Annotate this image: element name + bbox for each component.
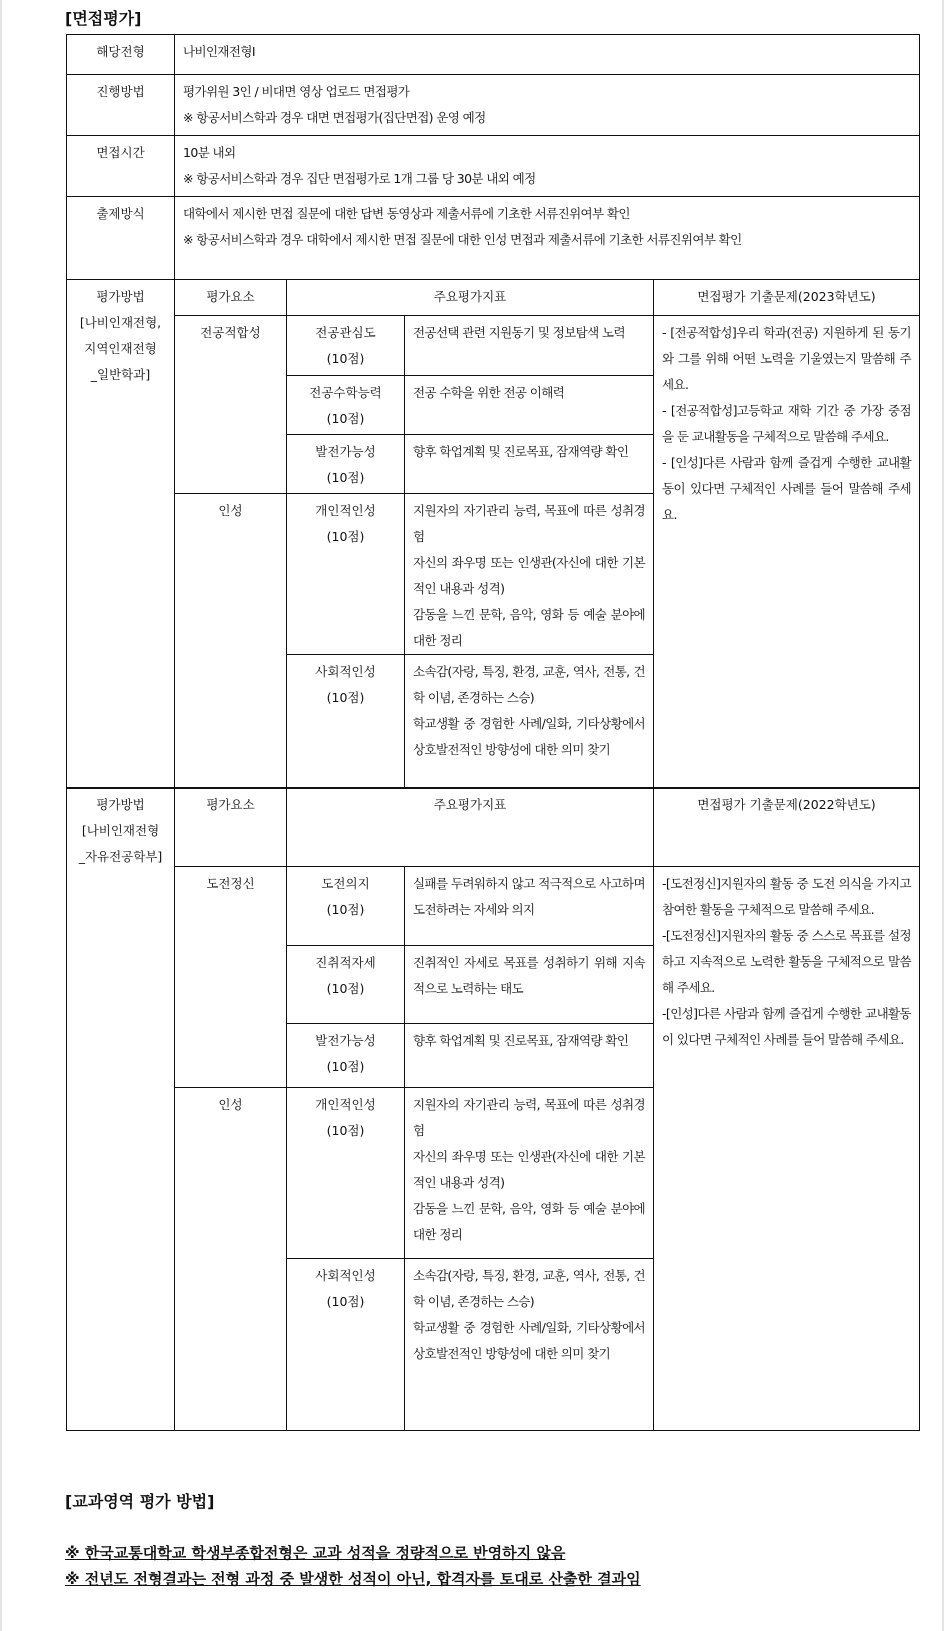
criteria-row xyxy=(67,316,920,376)
evaluation-method xyxy=(67,788,175,1431)
description-line: 자신의 좌우명 또는 인생관(자신에 대한 기본적인 내용과 성격) xyxy=(413,1149,646,1190)
criterion-name: 전공수학능력 xyxy=(309,385,382,400)
criterion-name: 사회적인성 xyxy=(315,1268,376,1283)
info-value xyxy=(175,136,920,197)
header-row xyxy=(67,788,920,867)
header-row xyxy=(67,280,920,316)
criterion-points: (10점) xyxy=(326,981,365,996)
note-2: ※ 전년도 전형결과는 전형 과정 중 발생한 성적이 아닌, 합격자를 토대로 산출한 결과임 xyxy=(65,1570,641,1588)
method-line: 평가방법 xyxy=(96,797,145,812)
method-line: [나비인재전형 xyxy=(81,823,160,838)
criterion-description xyxy=(405,946,654,1024)
info-row xyxy=(67,75,920,136)
header-indicator: 주요평가지표 xyxy=(287,280,654,316)
description-line: 지원자의 자기관리 능력, 목표에 따른 성취경험 xyxy=(413,503,646,544)
note-1: ※ 한국교통대학교 학생부종합전형은 교과 성적을 정량적으로 반영하지 않음 xyxy=(65,1544,566,1562)
criterion xyxy=(287,316,405,376)
criterion xyxy=(287,655,405,789)
info-value xyxy=(175,197,920,280)
question-item: -[도전정신]지원자의 활동 중 도전 의식을 가지고 참여한 활동을 구체적으로 말씀해 주세요. xyxy=(662,876,911,917)
evaluation-method xyxy=(67,280,175,789)
info-line: 대학에서 제시한 면접 질문에 대한 답변 동영상과 제출서류에 기초한 서류진위여부 확인 xyxy=(183,206,630,221)
question-item: - [전공적합성]고등학교 재학 기간 중 가장 중점을 둔 교내활동을 구체적으로 말씀해 주세요. xyxy=(662,403,911,444)
section-title-subject: [교과영역 평가 방법] xyxy=(65,1492,215,1511)
criterion-name: 발전가능성 xyxy=(315,444,376,459)
criterion-points: (10점) xyxy=(326,470,365,485)
criterion-description xyxy=(405,1259,654,1431)
info-label: 진행방법 xyxy=(67,75,175,136)
info-row xyxy=(67,35,920,75)
info-line: ※ 항공서비스학과 경우 대학에서 제시한 면접 질문에 대한 인성 면접과 제출서류에 기초한 서류진위여부 확인 xyxy=(183,232,742,247)
description-line: 감동을 느낀 문학, 음악, 영화 등 예술 분야에 대한 정리 xyxy=(413,607,646,648)
criterion-description xyxy=(405,1024,654,1088)
question-item: -[인성]다른 사람과 함께 즐겁게 수행한 교내활동이 있다면 구체적인 사례를 들어 말씀해 주세요. xyxy=(662,1006,911,1047)
criterion-points: (10점) xyxy=(326,902,365,917)
criterion-description xyxy=(405,494,654,655)
info-row xyxy=(67,136,920,197)
element-name: 인성 xyxy=(175,1088,287,1431)
criterion xyxy=(287,1024,405,1088)
criterion-points: (10점) xyxy=(326,1123,365,1138)
info-table xyxy=(66,34,920,280)
description-line: 향후 학업계획 및 진로목표, 잠재역량 확인 xyxy=(413,1033,629,1048)
question-item: - [인성]다른 사람과 함께 즐겁게 수행한 교내활동이 있다면 구체적인 사례를 들어 말씀해 주세요. xyxy=(662,455,911,522)
criterion-points: (10점) xyxy=(326,1294,365,1309)
criterion xyxy=(287,435,405,494)
criterion-points: (10점) xyxy=(326,411,365,426)
method-line: [나비인재전형, xyxy=(79,315,162,330)
description-line: 진취적인 자세로 목표를 성취하기 위해 지속적으로 노력하는 태도 xyxy=(413,955,646,996)
criterion-points: (10점) xyxy=(326,529,365,544)
criterion xyxy=(287,946,405,1024)
criterion-name: 도전의지 xyxy=(321,876,370,891)
question-item: -[도전정신]지원자의 활동 중 스스로 목표를 설정하고 지속적으로 노력한 활동을 구체적으로 말씀해 주세요. xyxy=(662,928,911,995)
criterion-name: 전공관심도 xyxy=(315,325,376,340)
description-line: 향후 학업계획 및 진로목표, 잠재역량 확인 xyxy=(413,444,629,459)
criterion-description xyxy=(405,867,654,946)
info-line: 평가위원 3인 / 비대면 영상 업로드 면접평가 xyxy=(183,84,410,99)
method-line: _자유전공학부] xyxy=(78,849,163,864)
criterion-description xyxy=(405,376,654,435)
criterion-points: (10점) xyxy=(326,351,365,366)
header-questions: 면접평가 기출문제(2023학년도) xyxy=(654,280,920,316)
evaluation-table-2022 xyxy=(66,787,920,1431)
info-line: 10분 내외 xyxy=(183,145,236,160)
evaluation-table-2023 xyxy=(66,279,920,789)
criterion-description xyxy=(405,655,654,789)
method-line: 평가방법 xyxy=(96,289,145,304)
info-label: 해당전형 xyxy=(67,35,175,75)
section-title-interview: [면접평가] xyxy=(65,9,142,28)
description-line: 소속감(자랑, 특징, 환경, 교훈, 역사, 전통, 건학 이념, 존경하는 스승) xyxy=(413,1268,646,1309)
info-value xyxy=(175,35,920,75)
element-name: 인성 xyxy=(175,494,287,789)
header-indicator: 주요평가지표 xyxy=(287,788,654,867)
criterion-description xyxy=(405,435,654,494)
criterion-name: 발전가능성 xyxy=(315,1033,376,1048)
criterion-name: 진취적자세 xyxy=(315,955,376,970)
past-questions xyxy=(654,867,920,1431)
info-value xyxy=(175,75,920,136)
criterion-name: 사회적인성 xyxy=(315,664,376,679)
description-line: 전공 수학을 위한 전공 이해력 xyxy=(413,385,565,400)
description-line: 학교생활 중 경험한 사례/일화, 기타상황에서 상호발전적인 방향성에 대한 의미 찾기 xyxy=(413,1320,646,1361)
description-line: 실패를 두려워하지 않고 적극적으로 사고하며 도전하려는 자세와 의지 xyxy=(413,876,646,917)
element-name: 도전정신 xyxy=(175,867,287,1088)
info-line: ※ 항공서비스학과 경우 집단 면접평가로 1개 그룹 당 30분 내외 예정 xyxy=(183,171,536,186)
criterion-description xyxy=(405,316,654,376)
description-line: 전공선택 관련 지원동기 및 정보탐색 노력 xyxy=(413,325,625,340)
info-line: ※ 항공서비스학과 경우 대면 면접평가(집단면접) 운영 예정 xyxy=(183,110,486,125)
header-questions: 면접평가 기출문제(2022학년도) xyxy=(654,788,920,867)
description-line: 감동을 느낀 문학, 음악, 영화 등 예술 분야에 대한 정리 xyxy=(413,1201,646,1242)
info-line: 나비인재전형Ⅰ xyxy=(183,44,255,59)
criterion xyxy=(287,867,405,946)
header-element: 평가요소 xyxy=(175,280,287,316)
criterion-name: 개인적인성 xyxy=(315,1097,376,1112)
info-row xyxy=(67,197,920,280)
past-questions xyxy=(654,316,920,789)
description-line: 자신의 좌우명 또는 인생관(자신에 대한 기본적인 내용과 성격) xyxy=(413,555,646,596)
criterion-points: (10점) xyxy=(326,1059,365,1074)
description-line: 지원자의 자기관리 능력, 목표에 따른 성취경험 xyxy=(413,1097,646,1138)
criterion xyxy=(287,494,405,655)
criterion-description xyxy=(405,1088,654,1259)
info-label: 출제방식 xyxy=(67,197,175,280)
question-item: - [전공적합성]우리 학과(전공) 지원하게 된 동기와 그를 위해 어떤 노력을 기울였는지 말씀해 주세요. xyxy=(662,325,911,392)
method-line: _일반학과] xyxy=(90,367,151,382)
criterion-name: 개인적인성 xyxy=(315,503,376,518)
info-label: 면접시간 xyxy=(67,136,175,197)
method-line: 지역인재전형 xyxy=(84,341,157,356)
element-name: 전공적합성 xyxy=(175,316,287,494)
criteria-row xyxy=(67,867,920,946)
criterion xyxy=(287,376,405,435)
criterion-points: (10점) xyxy=(326,690,365,705)
description-line: 학교생활 중 경험한 사례/일화, 기타상황에서 상호발전적인 방향성에 대한 의미 찾기 xyxy=(413,716,646,757)
criterion xyxy=(287,1259,405,1431)
header-element: 평가요소 xyxy=(175,788,287,867)
description-line: 소속감(자랑, 특징, 환경, 교훈, 역사, 전통, 건학 이념, 존경하는 스승) xyxy=(413,664,646,705)
criterion xyxy=(287,1088,405,1259)
